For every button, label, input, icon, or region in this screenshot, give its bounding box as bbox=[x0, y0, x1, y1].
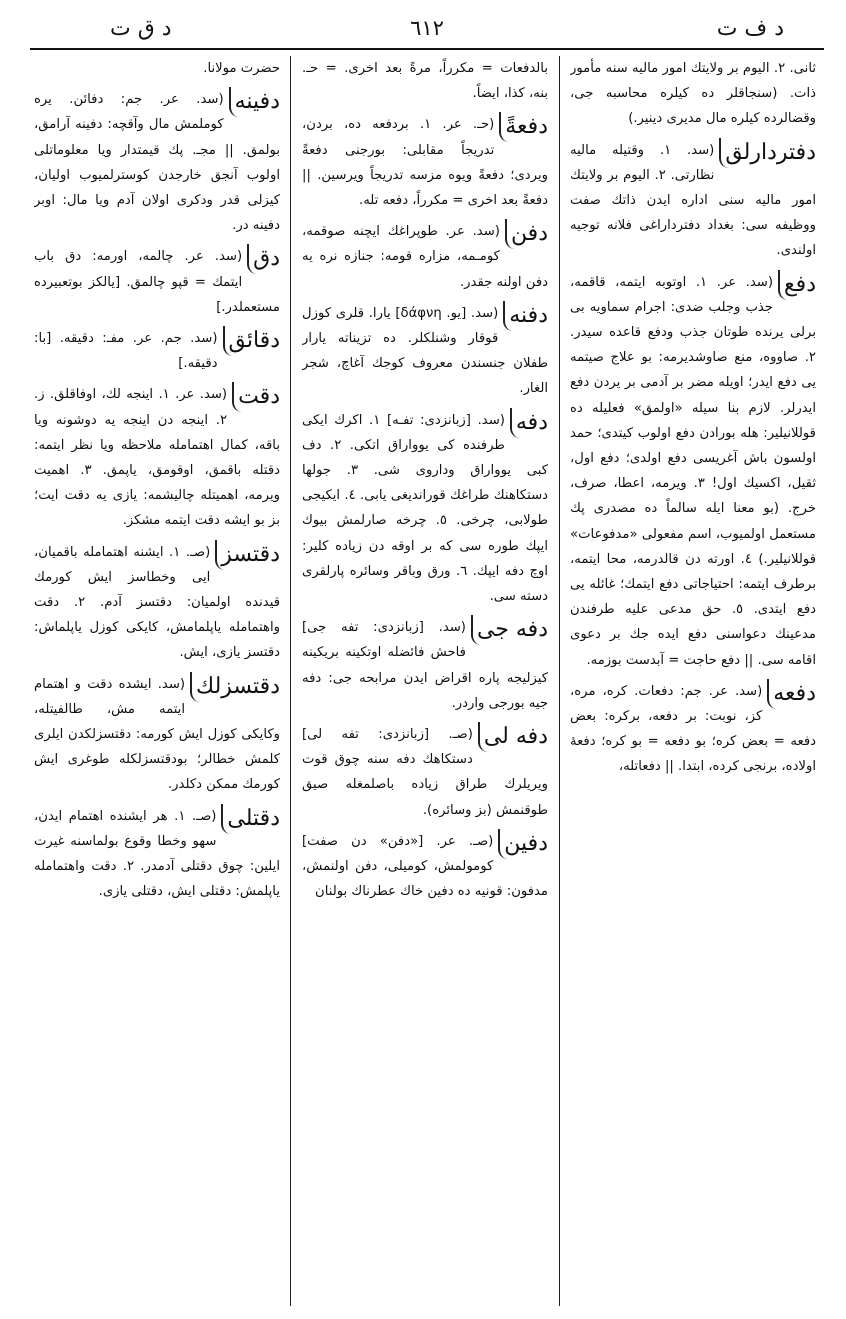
column-middle bbox=[302, 56, 548, 1306]
entry-headword: دفه bbox=[510, 408, 548, 438]
dictionary-entry bbox=[302, 112, 548, 213]
column-divider bbox=[290, 56, 291, 1306]
dictionary-entry bbox=[570, 679, 816, 780]
entry-text: (سد. عر. جم: دفعات. كره، مره، كز، نوبت: بر دفعه، بركره: بعض دفعه = بعض كره؛ بو دفعه = بو كره؛ دفعهٔ اولاده، برنجی كرده، ابتدا. || دفعاتله، bbox=[570, 683, 816, 775]
entry-text: (سد. [زبانزدی: تفه جی] فاحش فائضله اوتكینه بریكینه كیزلیجه پاره اقراض ایدن مرابحه جی: دفه جیه بورجی واردر. bbox=[302, 620, 548, 711]
entry-text: (سد. جم. عر. مفـ: دقیقه. [با: دقیقه.] bbox=[34, 331, 218, 372]
entry-text: (سد. عر. ۱. اوتوبه ایتمه، قاقمه، جذب وجلب ضدی: اجرام سماویه بی برلی یرنده طوتان جذب ودفع قاعده سیدر. ۲. صاووه، منع صاوشدیرمه: بو علاج صیتمه یی دفع ایدر؛ اویله مضر بر آدمی بر یردن دفع ایدرلر. لازم بنا سیله «اولمق» فعلیله ده قوللانیلیر: هله بورادن دفع اولوب كیتدی؛ حمد اولسون باش آغریسی دفع اولدی؛ دفع اول، ثقیل، اكسیك اول! ۳. ویرمه، اعطا، صرف، خرج. (بو معنا ایله سالماً ده مصدری پك مستعمل اولمیوب، اسم مفعولی «مدفوعات» قوللانیلیر.) ٤. اورته دن قالدرمه، محا ایتمه، برطرف ایتمه: احتیاجاتی دفع ایتمك؛ غائله یی دفع ایتدی. ٥. حق مدعی علیه طرفندن مدعینك دعواسنی دفع ایده جك بر دعوی اقامه سی. || دفع حاجت = آبدست بوزمه. bbox=[570, 274, 816, 668]
dictionary-entry bbox=[34, 244, 280, 320]
dictionary-entry bbox=[34, 326, 280, 376]
entry-text: (سد. عر. جم: دفائن. یره كوملمش مال وآقچه: دفینه آرامق، بولمق. || مجـ. پك قیمتدار ویا معلوماتلی اولوب آنجق خارجدن كوسترلمیوب اولیان، كیزلی قدر ودكری اولان آدم ویا مال: اوبر دفینه در. bbox=[34, 92, 280, 234]
dictionary-entry bbox=[302, 615, 548, 716]
entry-text: (سد. [یو. δάφνη] یارا. قلری كوزل قوقار وشنلكلر. ده تزیناته یارار طفلان جنسندن معروف كوجك آغاچ، شجر الغار. bbox=[302, 305, 548, 397]
dictionary-entry bbox=[302, 829, 548, 905]
header-left-guide-letters: د ق ت bbox=[110, 16, 172, 41]
entry-headword: دقتلی bbox=[221, 804, 280, 834]
dictionary-entry bbox=[302, 722, 548, 823]
entry-text: (سد. ایشده دقت و اهتمام ایتمه مش، طالفیتله، وكایكی كوزل ایش كورمه: دقتسزلكدن ایلری كلمش خطالر؛ بودقتسزلكله طوغری ایش كورمك ممكن دكلدر. bbox=[34, 676, 280, 793]
entry-headword: دقتسز bbox=[215, 540, 280, 570]
entry-headword: دقائق bbox=[223, 326, 281, 356]
entry-headword: دق bbox=[247, 244, 280, 274]
entry-headword: دقت bbox=[232, 382, 280, 412]
entry-text: (حـ. عر. ۱. بردفعه ده، بردن، تدریجاً مقابلی: بورجنی دفعةً ویردی؛ دفعةً ویوه مزسه تدریجاً ویرسین. || دفعةً بعد اخری = مكرراً، دفعه تله. bbox=[302, 117, 548, 209]
entry-text: حضرت مولانا. bbox=[203, 61, 280, 76]
entry-text: (سد. [زبانزدی: تفـه] ۱. اكرك ایكی طرفنده كی یوواراق اتكی. ۲. دف كبی یوواراق وداروی شی. ۳. جولها دستكاهنك طراغك قوراندیغی یابی. ٤. ایكیجی طولابی، چرخی. ٥. چرخه صارلمش بیوك ایپك طوره سی كه بر اوقه دن زیاده كلیر: اوچ دفه ایپك. ٦. ورق وباقر وسائره پارلقری دسته سی. bbox=[302, 412, 548, 605]
column-right bbox=[570, 56, 816, 1306]
entry-text: (سد. عر. ۱. اینجه لك، اوفاقلق. ز. ۲. اینجه دن اینجه یه دوشونه ویا باقه، كمال اهتمامله ملاحظه ویا نظر ایتمه: دقتله باقمق، اوقومق، یاپمق. ۳. اهمیت ویرمه، اهمیتله چالیشمه: یازی یه دقت ایت؛ بز بو ایشه دقت ایتمه مشكز. bbox=[34, 387, 280, 529]
dictionary-entry bbox=[34, 56, 280, 81]
dictionary-entry bbox=[34, 672, 280, 798]
header-rule bbox=[30, 48, 824, 50]
header-right-guide-letters: د ف ت bbox=[716, 16, 784, 41]
entry-text: (صـ. [زبانزدی: تفه لی] دستكاهك دفه سنه چوق قوت ویریلرك طراق زیاده باصلمغله صیق طوقنمش (بز وسائره). bbox=[302, 727, 548, 818]
entry-headword: دفین bbox=[498, 829, 548, 859]
entry-text: بالدفعات = مكرراً، مرةً بعد اخری. = حـ. بنه، كذا، ایضاً. bbox=[302, 61, 548, 102]
column-left bbox=[34, 56, 280, 1306]
dictionary-entry bbox=[302, 219, 548, 295]
entry-headword: دفن bbox=[505, 219, 548, 249]
page-header bbox=[30, 10, 824, 46]
entry-text: (صـ. عر. [«دفن» دن صفت] كومولمش، كومیلی، دفن اولنمش، مدفون: قونیه ده دفین خاك عطرناك بولنان bbox=[302, 833, 548, 900]
dictionary-entry bbox=[34, 87, 280, 238]
dictionary-entry bbox=[570, 56, 816, 132]
dictionary-entry bbox=[302, 301, 548, 402]
entry-text: (سد. ۱. وقتیله مالیه نظارتی. ۲. الیوم بر ولایتك امور مالیه سنی اداره ایدن ذاتك صفت ووظیفه سی: بغداد دفترداراغی فلانه توجیه اولندی. bbox=[570, 142, 816, 259]
entry-headword: دفتردارلق bbox=[719, 138, 816, 168]
entry-text: (صـ. ۱. ایشنه اهتمامله باقمیان، ایی وخطاسز ایش كورمك قیدنده اولمیان: دقتسز آدم. ۲. دقت واهتمامله یاپلمامش، كایكی كوزل یاپلماش: دقتسز یازی، ایش. bbox=[34, 544, 280, 661]
dictionary-entry bbox=[34, 382, 280, 533]
entry-headword: دقتسزلك bbox=[190, 672, 280, 702]
entry-headword: دفه جی bbox=[471, 615, 548, 645]
entry-text: ثانی. ۲. الیوم بر ولایتك امور مالیه سنه مأمور ذات. (سنجاقلر ده كیلره محاسبه جی، وقضالرده كیلره مال مدیری دینیر.) bbox=[570, 61, 816, 127]
dictionary-entry bbox=[34, 804, 280, 905]
entry-headword: دفعه bbox=[767, 679, 816, 709]
column-divider bbox=[559, 56, 560, 1306]
dictionary-entry bbox=[302, 56, 548, 106]
dictionary-entry bbox=[570, 138, 816, 264]
entry-text: (صـ. ۱. هر ایشنده اهتمام ایدن، سهو وخطا وقوع بولماسنه غیرت ایلین: چوق دقتلی آدمدر. ۲. دقت واهتمامله یاپلمش: دقتلی ایش، دقتلی یازی. bbox=[34, 808, 280, 900]
entry-headword: دفنه bbox=[503, 301, 548, 331]
entry-text: (سد. عر. چالمه، اورمه: دق باب ایتمك = قپو چالمق. [یالكز بوتعبیرده مستعملدر.] bbox=[34, 249, 280, 315]
dictionary-entry bbox=[570, 270, 816, 673]
page-number: ٦١٢ bbox=[410, 16, 444, 40]
entry-headword: دفینه bbox=[229, 87, 280, 117]
entry-headword: دفه لی bbox=[478, 722, 548, 752]
entry-headword: دفع bbox=[778, 270, 816, 300]
dictionary-entry bbox=[34, 540, 280, 666]
text-columns bbox=[30, 56, 816, 1306]
entry-text: (سد. عر. طوپراغك ایچنه صوقمه، كومـمه، مزاره قومه: جنازه نره یه دفن اولنه جقدر. bbox=[302, 224, 548, 290]
entry-headword: دفعةً bbox=[499, 112, 548, 142]
dictionary-entry bbox=[302, 408, 548, 610]
